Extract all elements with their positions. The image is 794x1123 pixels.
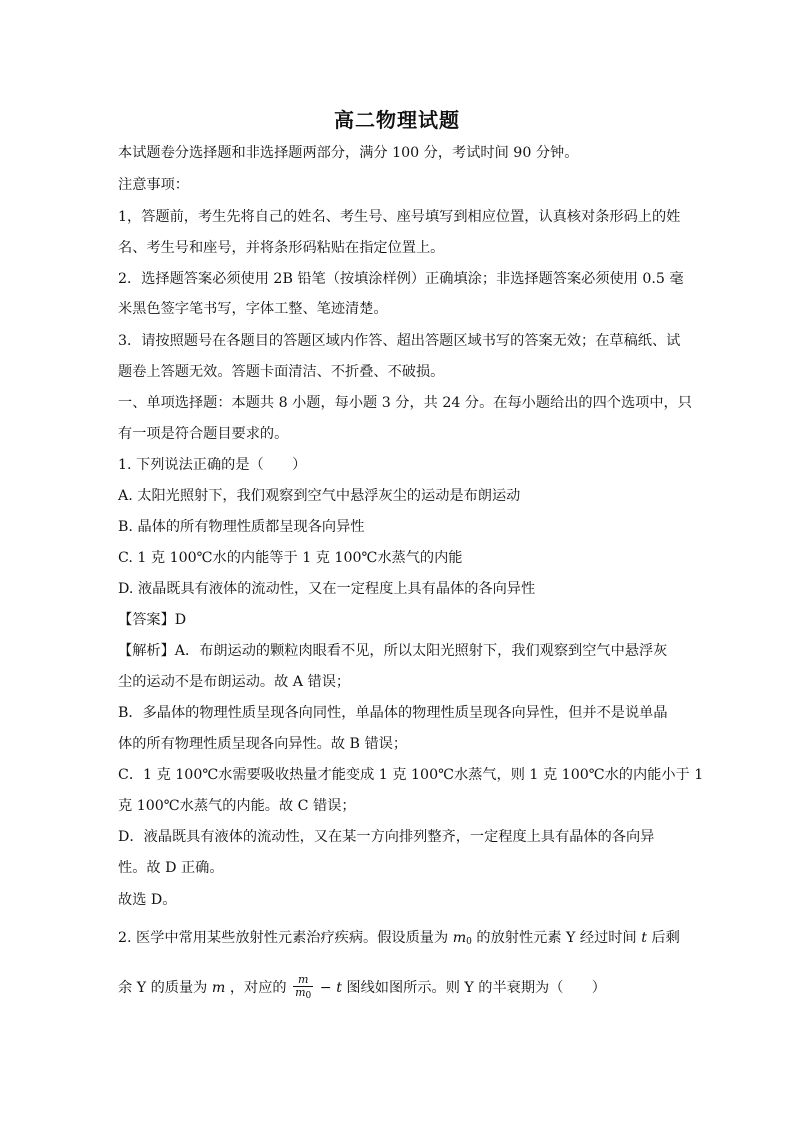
question-2-line-1 [118,928,678,952]
t-symbol: t [641,930,647,946]
notice-heading: 注意事项： [118,177,189,193]
question-1-stem: 1. 下列说法正确的是（ ） [118,457,307,473]
page-title: 高二物理试题 [334,108,460,132]
notice-line: 米黑色签字笔书写，字体工整、笔迹清楚。 [118,301,388,317]
analysis-line: 性。故 D 正确。 [118,860,224,876]
q2-text: 的放射性元素 Y 经过时间 [476,930,637,946]
section-heading: 有一项是符合题目要求的。 [118,426,289,442]
notice-line: 1，答题前，考生先将自己的姓名、考生号、座号填写到相应位置，认真核对条形码上的姓 [118,209,681,225]
analysis-line: 体的所有物理性质呈现各向异性。故 B 错误； [118,736,408,752]
m-symbol: m [211,980,226,996]
question-1-option-b: B. 晶体的所有物理性质都呈现各向异性 [118,519,365,535]
notice-line: 3．请按照题号在各题目的答题区域内作答、超出答题区域书写的答案无效；在草稿纸、试 [118,333,681,349]
notice-line: 2．选择题答案必须使用 2B 铅笔（按填涂样例）正确填涂；非选择题答案必须使用 0.5 毫 [118,271,684,287]
question-1-option-c: C. 1 克 100℃水的内能等于 1 克 100℃水蒸气的内能 [118,550,463,566]
m0-symbol: $m_0$ [452,930,472,947]
analysis-line: B．多晶体的物理性质呈现各向同性，单晶体的物理性质呈现各向异性，但并不是说单晶 [118,705,668,721]
q2-text: 后剩 [651,930,680,946]
question-1-option-a: A. 太阳光照射下，我们观察到空气中悬浮灰尘的运动是布朗运动 [118,488,521,504]
section-heading: 一、单项选择题：本题共 8 小题，每小题 3 分，共 24 分。在每小题给出的四个选项中，只 [118,395,692,411]
m-over-m0-fraction: $\frac{m}{m_0}$ [295,973,312,1001]
q2-text: 图线如图所示。则 Y 的半衰期为（ ） [346,980,606,996]
question-1-answer: 【答案】D [118,612,187,628]
analysis-line: 尘的运动不是布朗运动。故 A 错误； [118,674,351,690]
analysis-line: 克 100℃水蒸气的内能。故 C 错误； [118,798,356,814]
q2-text: 余 Y 的质量为 [118,980,208,996]
q2-text: ，对应的 [229,980,287,996]
q2-text: 2. 医学中常用某些放射性元素治疗疾病。假设质量为 [118,930,449,946]
analysis-line: 【解析】A．布朗运动的颗粒肉眼看不见，所以太阳光照射下，我们观察到空气中悬浮灰 [118,643,668,659]
question-1-option-d: D. 液晶既具有液体的流动性，又在一定程度上具有晶体的各向异性 [118,581,536,597]
analysis-line: 故选 D。 [118,892,177,908]
question-2-line-2 [118,974,678,1002]
analysis-line: C．1 克 100℃水需要吸收热量才能变成 1 克 100℃水蒸气，则 1 克 100℃水的内能小于 1 [118,767,704,783]
notice-line: 题卷上答题无效。答题卡面清洁、不折叠、不破损。 [118,364,445,380]
notice-line: 名、考生号和座号，并将条形码粘贴在指定位置上。 [118,240,445,256]
analysis-line: D．液晶既具有液体的流动性，又在某一方向排列整齐，一定程度上具有晶体的各向异 [118,829,655,845]
intro-text: 本试题卷分选择题和非选择题两部分，满分 100 分，考试时间 90 分钟。 [118,145,579,161]
minus-t-symbol: − t [319,980,342,996]
